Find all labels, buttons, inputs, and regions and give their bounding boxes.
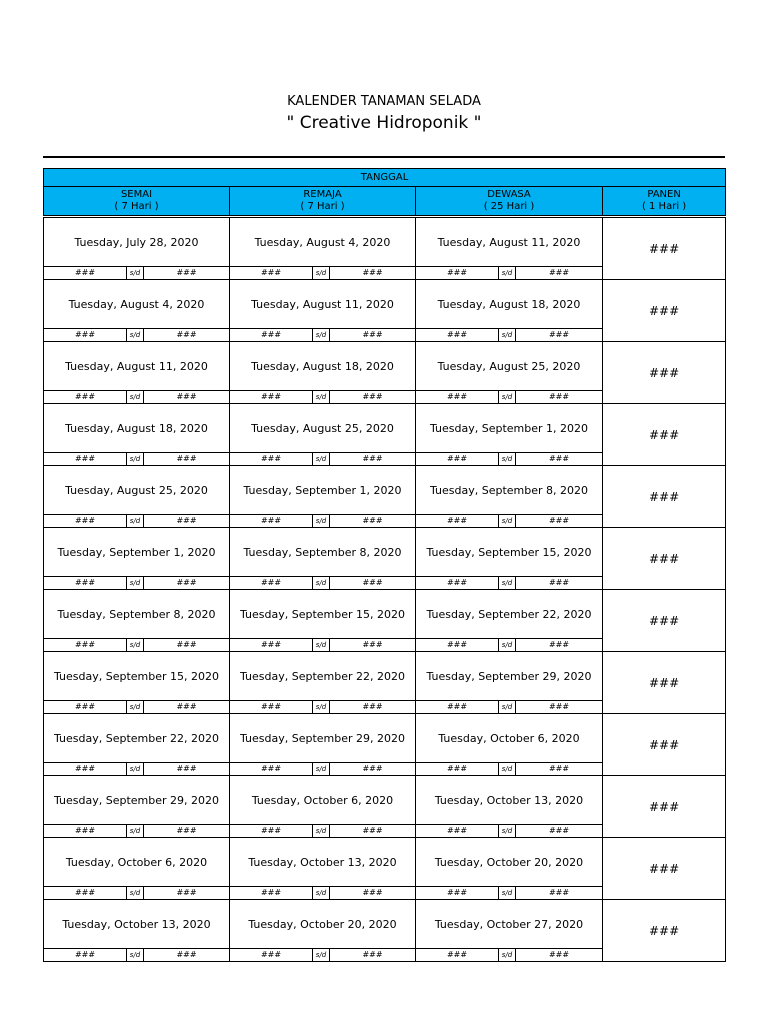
- semai-range-end: ###: [144, 267, 230, 280]
- dewasa-range-separator: s/d: [499, 267, 516, 280]
- dewasa-range-separator: s/d: [499, 763, 516, 776]
- header-remaja-name: REMAJA: [303, 189, 342, 200]
- semai-range-start: ###: [44, 949, 127, 962]
- semai-range-separator: s/d: [127, 887, 144, 900]
- table-row: [44, 404, 726, 453]
- dewasa-range-start: ###: [416, 639, 499, 652]
- remaja-range-start: ###: [230, 639, 313, 652]
- header-dewasa-duration: ( 25 Hari ): [483, 201, 535, 212]
- semai-range-separator: s/d: [127, 267, 144, 280]
- remaja-range-separator: s/d: [313, 887, 330, 900]
- dewasa-date-cell: Tuesday, September 15, 2020: [416, 528, 603, 577]
- remaja-range-end: ###: [330, 515, 416, 528]
- remaja-range-start: ###: [230, 329, 313, 342]
- dewasa-date-cell: Tuesday, October 27, 2020: [416, 900, 603, 949]
- remaja-range-end: ###: [330, 949, 416, 962]
- dewasa-range-start: ###: [416, 577, 499, 590]
- panen-date-cell: ###: [603, 280, 726, 342]
- dewasa-range-separator: s/d: [499, 825, 516, 838]
- dewasa-date-cell: Tuesday, October 13, 2020: [416, 776, 603, 825]
- dewasa-date-cell: Tuesday, September 22, 2020: [416, 590, 603, 639]
- remaja-range-start: ###: [230, 949, 313, 962]
- table-row: [44, 714, 726, 763]
- panen-date-cell: ###: [603, 714, 726, 776]
- dewasa-range-end: ###: [516, 639, 603, 652]
- dewasa-date-cell: Tuesday, August 11, 2020: [416, 217, 603, 267]
- table-row: [44, 217, 726, 267]
- remaja-date-cell: Tuesday, October 13, 2020: [230, 838, 416, 887]
- semai-date-cell: Tuesday, September 22, 2020: [44, 714, 230, 763]
- dewasa-range-separator: s/d: [499, 701, 516, 714]
- remaja-range-start: ###: [230, 391, 313, 404]
- remaja-range-separator: s/d: [313, 639, 330, 652]
- table-row: [44, 280, 726, 329]
- remaja-range-end: ###: [330, 887, 416, 900]
- semai-range-start: ###: [44, 887, 127, 900]
- panen-date-cell: ###: [603, 342, 726, 404]
- remaja-date-cell: Tuesday, August 11, 2020: [230, 280, 416, 329]
- remaja-range-separator: s/d: [313, 577, 330, 590]
- semai-range-end: ###: [144, 701, 230, 714]
- dewasa-range-separator: s/d: [499, 887, 516, 900]
- semai-range-end: ###: [144, 329, 230, 342]
- panen-date-cell: ###: [603, 776, 726, 838]
- semai-range-separator: s/d: [127, 329, 144, 342]
- dewasa-range-end: ###: [516, 515, 603, 528]
- semai-range-start: ###: [44, 701, 127, 714]
- dewasa-date-cell: Tuesday, August 18, 2020: [416, 280, 603, 329]
- header-remaja: [230, 187, 416, 217]
- remaja-range-separator: s/d: [313, 701, 330, 714]
- dewasa-range-end: ###: [516, 825, 603, 838]
- semai-range-end: ###: [144, 515, 230, 528]
- remaja-range-end: ###: [330, 267, 416, 280]
- semai-range-end: ###: [144, 639, 230, 652]
- remaja-range-end: ###: [330, 763, 416, 776]
- remaja-date-cell: Tuesday, October 20, 2020: [230, 900, 416, 949]
- semai-range-end: ###: [144, 453, 230, 466]
- panen-date-cell: ###: [603, 528, 726, 590]
- dewasa-range-end: ###: [516, 391, 603, 404]
- semai-range-separator: s/d: [127, 949, 144, 962]
- header-row-phases: [44, 187, 726, 217]
- remaja-date-cell: Tuesday, October 6, 2020: [230, 776, 416, 825]
- semai-date-cell: Tuesday, August 25, 2020: [44, 466, 230, 515]
- semai-range-start: ###: [44, 267, 127, 280]
- header-dewasa-name: DEWASA: [487, 189, 531, 200]
- remaja-range-start: ###: [230, 267, 313, 280]
- dewasa-range-separator: s/d: [499, 515, 516, 528]
- dewasa-date-cell: Tuesday, September 29, 2020: [416, 652, 603, 701]
- semai-range-start: ###: [44, 515, 127, 528]
- panen-date-cell: ###: [603, 900, 726, 962]
- semai-date-cell: Tuesday, October 13, 2020: [44, 900, 230, 949]
- table-row: [44, 838, 726, 887]
- semai-range-end: ###: [144, 949, 230, 962]
- remaja-range-end: ###: [330, 825, 416, 838]
- semai-date-cell: Tuesday, September 1, 2020: [44, 528, 230, 577]
- semai-range-start: ###: [44, 577, 127, 590]
- panen-date-cell: ###: [603, 590, 726, 652]
- table-row: [44, 900, 726, 949]
- header-panen-name: PANEN: [647, 189, 681, 200]
- semai-date-cell: Tuesday, July 28, 2020: [44, 217, 230, 267]
- panen-date-cell: ###: [603, 217, 726, 280]
- header-panen-duration: ( 1 Hari ): [641, 201, 687, 212]
- header-semai-name: SEMAI: [120, 189, 153, 200]
- semai-date-cell: Tuesday, September 15, 2020: [44, 652, 230, 701]
- remaja-range-separator: s/d: [313, 515, 330, 528]
- dewasa-range-end: ###: [516, 887, 603, 900]
- dewasa-date-cell: Tuesday, September 8, 2020: [416, 466, 603, 515]
- remaja-date-cell: Tuesday, September 29, 2020: [230, 714, 416, 763]
- remaja-date-cell: Tuesday, September 8, 2020: [230, 528, 416, 577]
- remaja-range-separator: s/d: [313, 391, 330, 404]
- semai-range-end: ###: [144, 825, 230, 838]
- dewasa-range-end: ###: [516, 267, 603, 280]
- remaja-range-start: ###: [230, 515, 313, 528]
- table-row: [44, 466, 726, 515]
- semai-date-cell: Tuesday, August 11, 2020: [44, 342, 230, 391]
- semai-date-cell: Tuesday, August 18, 2020: [44, 404, 230, 453]
- header-row-tanggal: [44, 169, 726, 187]
- semai-range-start: ###: [44, 453, 127, 466]
- remaja-range-start: ###: [230, 701, 313, 714]
- header-tanggal: TANGGAL: [44, 169, 726, 187]
- panen-date-cell: ###: [603, 404, 726, 466]
- semai-range-start: ###: [44, 329, 127, 342]
- remaja-date-cell: Tuesday, September 15, 2020: [230, 590, 416, 639]
- semai-range-separator: s/d: [127, 825, 144, 838]
- remaja-range-start: ###: [230, 887, 313, 900]
- remaja-date-cell: Tuesday, September 22, 2020: [230, 652, 416, 701]
- header-semai-duration: ( 7 Hari ): [114, 201, 159, 212]
- remaja-range-separator: s/d: [313, 329, 330, 342]
- remaja-range-start: ###: [230, 825, 313, 838]
- dewasa-date-cell: Tuesday, October 20, 2020: [416, 838, 603, 887]
- dewasa-range-start: ###: [416, 453, 499, 466]
- table-row: [44, 652, 726, 701]
- semai-range-separator: s/d: [127, 763, 144, 776]
- dewasa-range-start: ###: [416, 515, 499, 528]
- semai-date-cell: Tuesday, October 6, 2020: [44, 838, 230, 887]
- dewasa-range-start: ###: [416, 391, 499, 404]
- dewasa-date-cell: Tuesday, August 25, 2020: [416, 342, 603, 391]
- semai-range-start: ###: [44, 825, 127, 838]
- remaja-range-end: ###: [330, 453, 416, 466]
- table-row: [44, 776, 726, 825]
- panen-date-cell: ###: [603, 838, 726, 900]
- dewasa-range-start: ###: [416, 329, 499, 342]
- dewasa-range-separator: s/d: [499, 391, 516, 404]
- dewasa-range-separator: s/d: [499, 949, 516, 962]
- semai-range-separator: s/d: [127, 515, 144, 528]
- dewasa-range-start: ###: [416, 825, 499, 838]
- dewasa-range-end: ###: [516, 453, 603, 466]
- dewasa-range-separator: s/d: [499, 453, 516, 466]
- remaja-range-end: ###: [330, 701, 416, 714]
- dewasa-range-end: ###: [516, 577, 603, 590]
- table-row: [44, 590, 726, 639]
- table-row: [44, 342, 726, 391]
- document-title: KALENDER TANAMAN SELADA: [287, 94, 481, 109]
- dewasa-range-start: ###: [416, 267, 499, 280]
- semai-range-start: ###: [44, 763, 127, 776]
- panen-date-cell: ###: [603, 466, 726, 528]
- remaja-date-cell: Tuesday, August 25, 2020: [230, 404, 416, 453]
- header-semai: [44, 187, 230, 217]
- semai-range-end: ###: [144, 763, 230, 776]
- semai-range-start: ###: [44, 639, 127, 652]
- dewasa-range-start: ###: [416, 887, 499, 900]
- dewasa-range-end: ###: [516, 763, 603, 776]
- panen-date-cell: ###: [603, 652, 726, 714]
- document-subtitle: " Creative Hidroponik ": [286, 113, 482, 133]
- dewasa-range-end: ###: [516, 949, 603, 962]
- semai-range-separator: s/d: [127, 391, 144, 404]
- remaja-range-separator: s/d: [313, 949, 330, 962]
- remaja-date-cell: Tuesday, August 18, 2020: [230, 342, 416, 391]
- semai-range-end: ###: [144, 577, 230, 590]
- semai-range-start: ###: [44, 391, 127, 404]
- remaja-range-end: ###: [330, 639, 416, 652]
- remaja-range-start: ###: [230, 763, 313, 776]
- dewasa-range-end: ###: [516, 701, 603, 714]
- dewasa-range-separator: s/d: [499, 329, 516, 342]
- remaja-date-cell: Tuesday, September 1, 2020: [230, 466, 416, 515]
- dewasa-range-separator: s/d: [499, 577, 516, 590]
- header-dewasa: [416, 187, 603, 217]
- semai-range-separator: s/d: [127, 453, 144, 466]
- semai-date-cell: Tuesday, September 8, 2020: [44, 590, 230, 639]
- dewasa-range-start: ###: [416, 949, 499, 962]
- header-remaja-duration: ( 7 Hari ): [300, 201, 345, 212]
- planting-calendar-table: [43, 168, 726, 962]
- remaja-range-end: ###: [330, 329, 416, 342]
- semai-range-end: ###: [144, 391, 230, 404]
- remaja-range-separator: s/d: [313, 825, 330, 838]
- dewasa-range-start: ###: [416, 763, 499, 776]
- remaja-range-end: ###: [330, 577, 416, 590]
- semai-range-end: ###: [144, 887, 230, 900]
- remaja-range-start: ###: [230, 453, 313, 466]
- remaja-range-start: ###: [230, 577, 313, 590]
- remaja-range-end: ###: [330, 391, 416, 404]
- semai-date-cell: Tuesday, August 4, 2020: [44, 280, 230, 329]
- semai-range-separator: s/d: [127, 639, 144, 652]
- remaja-range-separator: s/d: [313, 763, 330, 776]
- dewasa-range-separator: s/d: [499, 639, 516, 652]
- dewasa-date-cell: Tuesday, October 6, 2020: [416, 714, 603, 763]
- header-panen: [603, 187, 726, 217]
- title-divider: [43, 156, 725, 158]
- remaja-range-separator: s/d: [313, 267, 330, 280]
- semai-range-separator: s/d: [127, 701, 144, 714]
- semai-date-cell: Tuesday, September 29, 2020: [44, 776, 230, 825]
- dewasa-range-start: ###: [416, 701, 499, 714]
- semai-range-separator: s/d: [127, 577, 144, 590]
- dewasa-range-end: ###: [516, 329, 603, 342]
- table-row: [44, 528, 726, 577]
- remaja-date-cell: Tuesday, August 4, 2020: [230, 217, 416, 267]
- dewasa-date-cell: Tuesday, September 1, 2020: [416, 404, 603, 453]
- remaja-range-separator: s/d: [313, 453, 330, 466]
